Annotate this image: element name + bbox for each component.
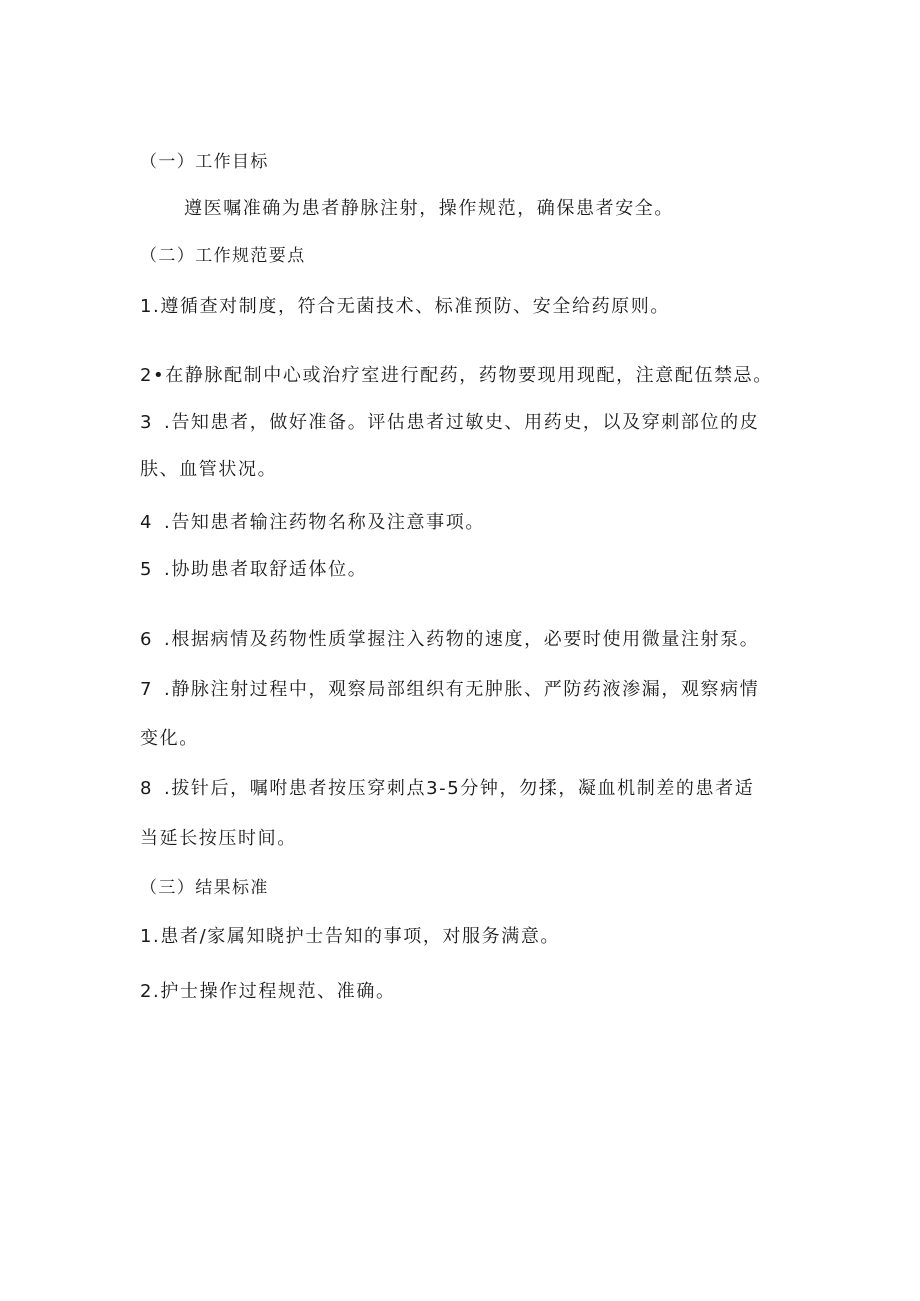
section-3-heading: （三）结果标准 <box>140 878 269 898</box>
list-item-text: .协助患者取舒适体位。 <box>164 559 368 580</box>
list-item-text: .静脉注射过程中，观察局部组织有无肿胀、严防药液渗漏，观察病情 <box>164 679 760 700</box>
list-item-text: .拔针后，嘱咐患者按压穿刺点3-5分钟，勿揉，凝血机制差的患者适 <box>164 778 755 799</box>
list-item-number: 4 <box>140 512 154 533</box>
list-item-text: .根据病情及药物性质掌握注入药物的速度，必要时使用微量注射泵。 <box>164 629 760 650</box>
list-item-number: 5 <box>140 559 154 580</box>
list-item <box>140 979 396 1005</box>
list-item <box>140 510 485 536</box>
list-item-number: 1. <box>140 296 161 317</box>
list-item-number: 3 <box>140 412 154 433</box>
list-item <box>140 363 773 389</box>
list-item-number: 2. <box>140 981 161 1002</box>
list-item-number: 7 <box>140 679 154 700</box>
list-item <box>140 410 759 436</box>
list-item-continuation: 肤、血管状况。 <box>140 459 278 480</box>
list-item <box>140 677 759 703</box>
list-item <box>140 924 560 950</box>
section-1-paragraph: 遵医嘱准确为患者静脉注射，操作规范，确保患者安全。 <box>184 198 674 219</box>
list-item-number: 8 <box>140 778 154 799</box>
list-item <box>140 776 754 802</box>
list-item <box>140 557 367 583</box>
list-item-text: 患者/家属知晓护士告知的事项，对服务满意。 <box>160 926 561 947</box>
list-item-continuation: 当延长按压时间。 <box>140 828 297 849</box>
list-item-text: .告知患者输注药物名称及注意事项。 <box>164 512 485 533</box>
list-item-number: 2• <box>140 365 166 386</box>
list-item-text: 护士操作过程规范、准确。 <box>160 981 396 1002</box>
list-item-text: 遵循查对制度，符合无菌技术、标准预防、安全给药原则。 <box>160 296 670 317</box>
section-1-heading: （一）工作目标 <box>140 152 269 172</box>
list-item-continuation: 变化。 <box>140 728 199 749</box>
list-item <box>140 294 670 320</box>
list-item-number: 1. <box>140 926 161 947</box>
list-item-text: .告知患者，做好准备。评估患者过敏史、用药史，以及穿刺部位的皮 <box>164 412 760 433</box>
list-item-number: 6 <box>140 629 154 650</box>
list-item-text: 在静脉配制中心或治疗室进行配药，药物要现用现配，注意配伍禁忌。 <box>165 365 773 386</box>
section-2-heading: （二）工作规范要点 <box>140 246 306 266</box>
list-item <box>140 627 759 653</box>
